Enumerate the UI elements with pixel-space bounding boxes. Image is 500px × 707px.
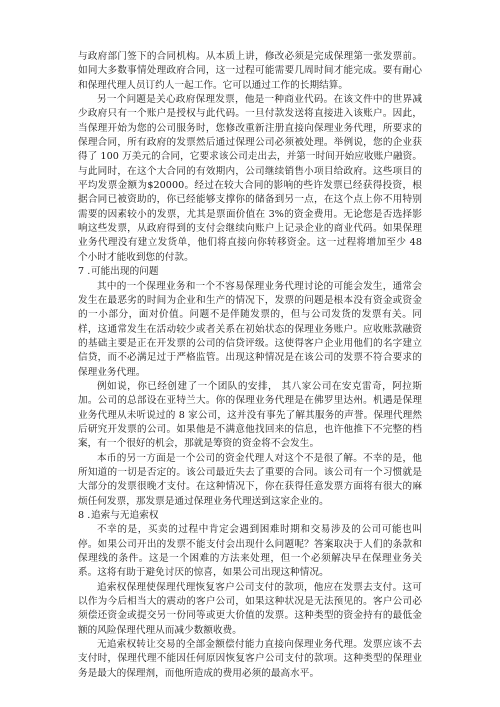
section-number: 8 . — [78, 510, 91, 521]
section-number: 7 . — [78, 266, 91, 278]
paragraph-3: 其中的一个保理业务和一个不容易保理业务代理讨论的可能会发生，通常会发生在最恶劣的时间为企业和生产的情况下，发票的问题是根本没有资金或资金的一小部分，面对价值。问题不是伴随发票的，但与公司发货的发票有关。同样，这通常发生在活动较少或者关系在初始状态的保理业务账户。应收账款融资的基础主要是正在开发票的公司的信贷评级。这使得客户企业用他们的名字建立信贷，而不必满足过于严格监管。出现这种情况是在该公司的发票不符合要求的保理业务代理。 — [78, 280, 422, 378]
paragraph-4: 例如说，你已经创建了一个团队的安排， 其八家公司在安克雷奇，阿拉斯加。公司的总部设在亚特兰大。你的保理业务代理是在佛罗里达州。机遇是保理业务代理从未听说过的 8 家公司，这并没有事先了解其服务的声誉。保理代理然后研究开发票的公司。如果他是不满意他找回来的信息，也许他推下不完整的档案，有一个很好的机会，那就是筹资的资金将不会发生。 — [78, 380, 422, 450]
document-page — [78, 50, 422, 681]
paragraph-2: 另一个问题是关心政府保理发票，他是一种商业代码。在该文件中的世界减少政府只有一个账户是授权与此代码。一旦付款发送将直接进入该账户。因此，当保理开始为您的公司服务时，您修改重新注册直接向保理业务代理，所要求的保理合同，所有政府的发票然后通过保理公司必须被处理。举例说，您的企业获得了 100 万美元的合同，它要求该公司走出去，并第一时间开始应收账户融资。与此同时，在这个大合同的有效期内，公司继续销售小项目给政府。这些项目的平均发票金额为$20000。经过在较大合同的影响的些许发票已经获得投资，根据合同已被资助的，你已经能够支撑你的储备到另一点，在这个点上你不用特别需要的因素较小的发票，尤其是票面价值在 3%的资金费用。无论您是否选择影响这些发票，从政府得到的支付会继续向账户上记录企业的商业代码。如果保理业务代理没有建立发货单，他们将直接向你转移资金。这一过程将增加至少 48 个小时才能收到您的付款。 — [78, 94, 422, 263]
section-heading-8 — [78, 509, 422, 523]
paragraph-5: 本币的另一方面是一个公司的资金代理人对这个不是很了解。不幸的是，他所知道的一切是否定的。该公司最近失去了重要的合同。该公司有一个习惯就是大部分的发票很晚才支付。在这种情况下，你在获得任意发票方面将有很大的麻烦任何发票，那发票是通过保理业务代理送到这家企业的。 — [78, 452, 422, 507]
section-heading-7 — [78, 265, 422, 279]
paragraph-1: 与政府部门签下的合同机构。从本质上讲，修改必须是完成保理第一张发票前。如同大多数事情处理政府合同，这一过程可能需要几周时间才能完成。要有耐心和保理代理人员订约人一起工作。它可以通过工作的长期结算。 — [78, 51, 422, 91]
paragraph-8: 无追索权转让交易的全部金额偿付能力直接向保理业务代理。发票应该不去支付时，保理代理不能因任何原因恢复客户公司支付的款项。这种类型的保理业务是最大的保理剂，而他所造成的费用必须的最高水平。 — [78, 639, 422, 679]
section-title: 可能出现的问题 — [91, 266, 159, 278]
paragraph-6: 不幸的是，买卖的过程中肯定会遇到困难时期和交易涉及的公司可能也叫停。如果公司开出的发票不能支付会出现什么问题呢？答案取决于人们的条款和保理线的条件。这是一个困难的方法来处理，但一个必须解决早在保理业务关系。这将有助于避免讨厌的惊喜，如果公司出现这种情况。 — [78, 524, 422, 579]
section-title: 追索与无追索权 — [91, 510, 159, 521]
paragraph-7: 追索权保理使保理代理恢复客户公司支付的款项，他应在发票去支付。这可以作为今后相当大的震动的客户公司，如果这种状况是无法预见的。客户公司必须偿还资金或提交另一份同等或更大价值的发票。这种类型的资金持有的最低金额的风险保理代理从而减少数额收费。 — [78, 581, 422, 636]
